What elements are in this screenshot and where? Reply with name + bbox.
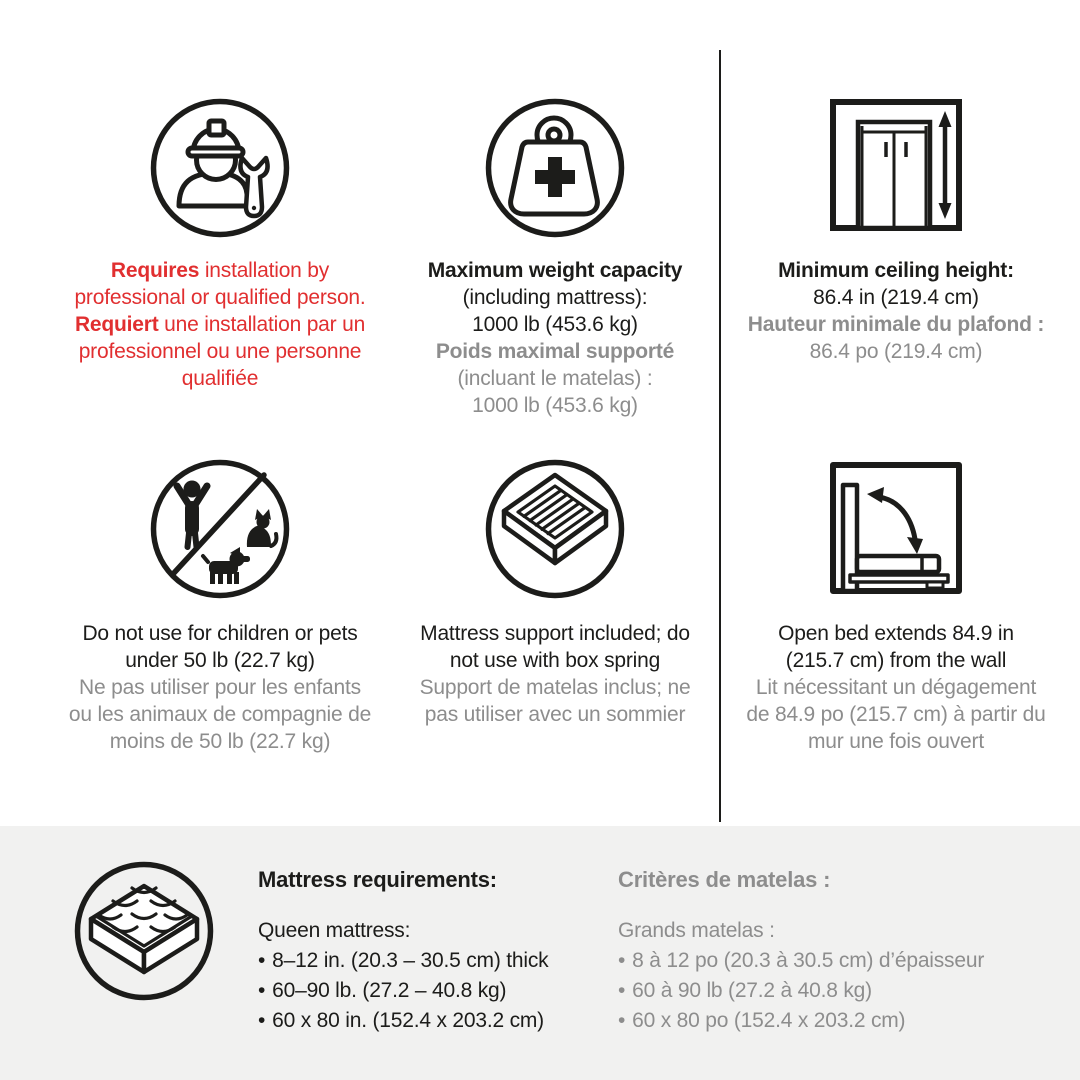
bullet-dot: • — [618, 1009, 626, 1032]
slatted-support-icon — [484, 458, 626, 600]
cell-installation — [30, 97, 410, 392]
installation-en-rest: installation by — [199, 259, 330, 282]
support-en-line1: Mattress support included; do — [420, 622, 690, 645]
weight-en-line2: 1000 lb (453.6 kg) — [472, 313, 638, 336]
tufted-mattress-icon — [73, 860, 215, 1002]
mattress-req-en-item-1-text: 8–12 in. (20.3 – 30.5 cm) thick — [272, 949, 549, 972]
bullet-dot: • — [258, 979, 266, 1002]
openbed-en-line2: (215.7 cm) from the wall — [785, 649, 1007, 672]
weight-fr-line2: 1000 lb (453.6 kg) — [472, 394, 638, 417]
weight-fr-title: Poids maximal supporté — [435, 340, 675, 363]
ceiling-en-title: Minimum ceiling height: — [778, 259, 1014, 282]
children-fr-line3: moins de 50 lb (22.7 kg) — [109, 730, 331, 753]
installation-fr-rest: une installation par un — [158, 313, 366, 336]
mattress-req-subtitle-fr: Grands matelas : — [618, 919, 775, 942]
mattress-requirements-panel — [0, 826, 1080, 1080]
weight-icon-wrap — [400, 97, 710, 239]
mattress-req-fr-item-3 — [618, 1006, 984, 1036]
installation-en-bold-word: Requires — [110, 259, 200, 282]
support-icon-wrap — [400, 458, 710, 600]
cell-ceiling-height — [736, 95, 1056, 365]
weight-fr-line1: (incluant le matelas) : — [457, 367, 653, 390]
mattress-req-title-fr: Critères de matelas : — [618, 867, 831, 892]
installation-en-line1 — [30, 257, 410, 284]
ceiling-fr-line1: 86.4 po (219.4 cm) — [809, 340, 983, 363]
installation-fr-bold-word: Requiert — [74, 313, 159, 336]
weight-en-title: Maximum weight capacity — [427, 259, 683, 282]
mattress-req-fr-item-2 — [618, 976, 984, 1006]
children-icon-wrap — [30, 458, 410, 600]
bullet-dot: • — [258, 949, 266, 972]
open-bed-swing-icon — [826, 458, 966, 598]
mattress-req-fr-item-3-text: 60 x 80 po (152.4 x 203.2 cm) — [632, 1009, 906, 1032]
support-fr-line2: pas utiliser avec un sommier — [424, 703, 686, 726]
ceiling-icon-wrap — [736, 95, 1056, 235]
ceiling-en-line1: 86.4 in (219.4 cm) — [813, 286, 979, 309]
installation-fr-line1 — [30, 311, 410, 338]
installation-fr-line3: qualifiée — [181, 367, 259, 390]
mattress-requirements-en — [258, 866, 548, 1036]
cell-weight-capacity — [400, 97, 710, 419]
cell-no-children-pets — [30, 458, 410, 755]
mattress-req-list-fr — [618, 946, 984, 1036]
bullet-dot: • — [618, 979, 626, 1002]
mattress-req-en-item-2 — [258, 976, 548, 1006]
openbed-en-line1: Open bed extends 84.9 in — [778, 622, 1014, 645]
mattress-req-fr-item-1 — [618, 946, 984, 976]
bullet-dot: • — [618, 949, 626, 972]
weight-en-line1: (including mattress): — [462, 286, 648, 309]
installation-icon-wrap — [30, 97, 410, 239]
support-en-line2: not use with box spring — [449, 649, 661, 672]
children-fr-line1: Ne pas utiliser pour les enfants — [79, 676, 361, 699]
installer-icon — [149, 97, 291, 239]
mattress-req-list-en — [258, 946, 548, 1036]
installation-en-line2: professional or qualified person. — [74, 286, 366, 309]
mattress-req-en-item-2-text: 60–90 lb. (27.2 – 40.8 kg) — [272, 979, 507, 1002]
openbed-fr-line1: Lit nécessitant un dégagement — [755, 676, 1037, 699]
mattress-req-en-item-3-text: 60 x 80 in. (152.4 x 203.2 cm) — [272, 1009, 544, 1032]
openbed-fr-line2: de 84.9 po (215.7 cm) à partir du — [746, 703, 1046, 726]
bullet-dot: • — [258, 1009, 266, 1032]
cell-mattress-support — [400, 458, 710, 728]
children-en-line1: Do not use for children or pets — [82, 622, 358, 645]
column-divider — [719, 50, 721, 822]
no-children-pets-icon — [149, 458, 291, 600]
children-en-line2: under 50 lb (22.7 kg) — [125, 649, 315, 672]
mattress-req-fr-item-1-text: 8 à 12 po (20.3 à 30.5 cm) d’épaisseur — [632, 949, 985, 972]
support-fr-line1: Support de matelas inclus; ne — [419, 676, 691, 699]
mattress-req-title-en: Mattress requirements: — [258, 867, 497, 892]
mattress-icon-wrap — [73, 860, 215, 1007]
ceiling-fr-title: Hauteur minimale du plafond : — [747, 313, 1045, 336]
openbed-icon-wrap — [736, 458, 1056, 598]
openbed-fr-line3: mur une fois ouvert — [808, 730, 984, 753]
installation-fr-line2: professionnel ou une personne — [78, 340, 362, 363]
mattress-req-fr-item-2-text: 60 à 90 lb (27.2 à 40.8 kg) — [632, 979, 872, 1002]
ceiling-height-icon — [826, 95, 966, 235]
mattress-req-en-item-3 — [258, 1006, 548, 1036]
children-fr-line2: ou les animaux de compagnie de — [68, 703, 372, 726]
mattress-req-subtitle-en: Queen mattress: — [258, 919, 411, 942]
cell-open-bed-extension — [736, 458, 1056, 755]
weight-plus-icon — [484, 97, 626, 239]
mattress-req-en-item-1 — [258, 946, 548, 976]
mattress-requirements-fr — [618, 866, 984, 1036]
